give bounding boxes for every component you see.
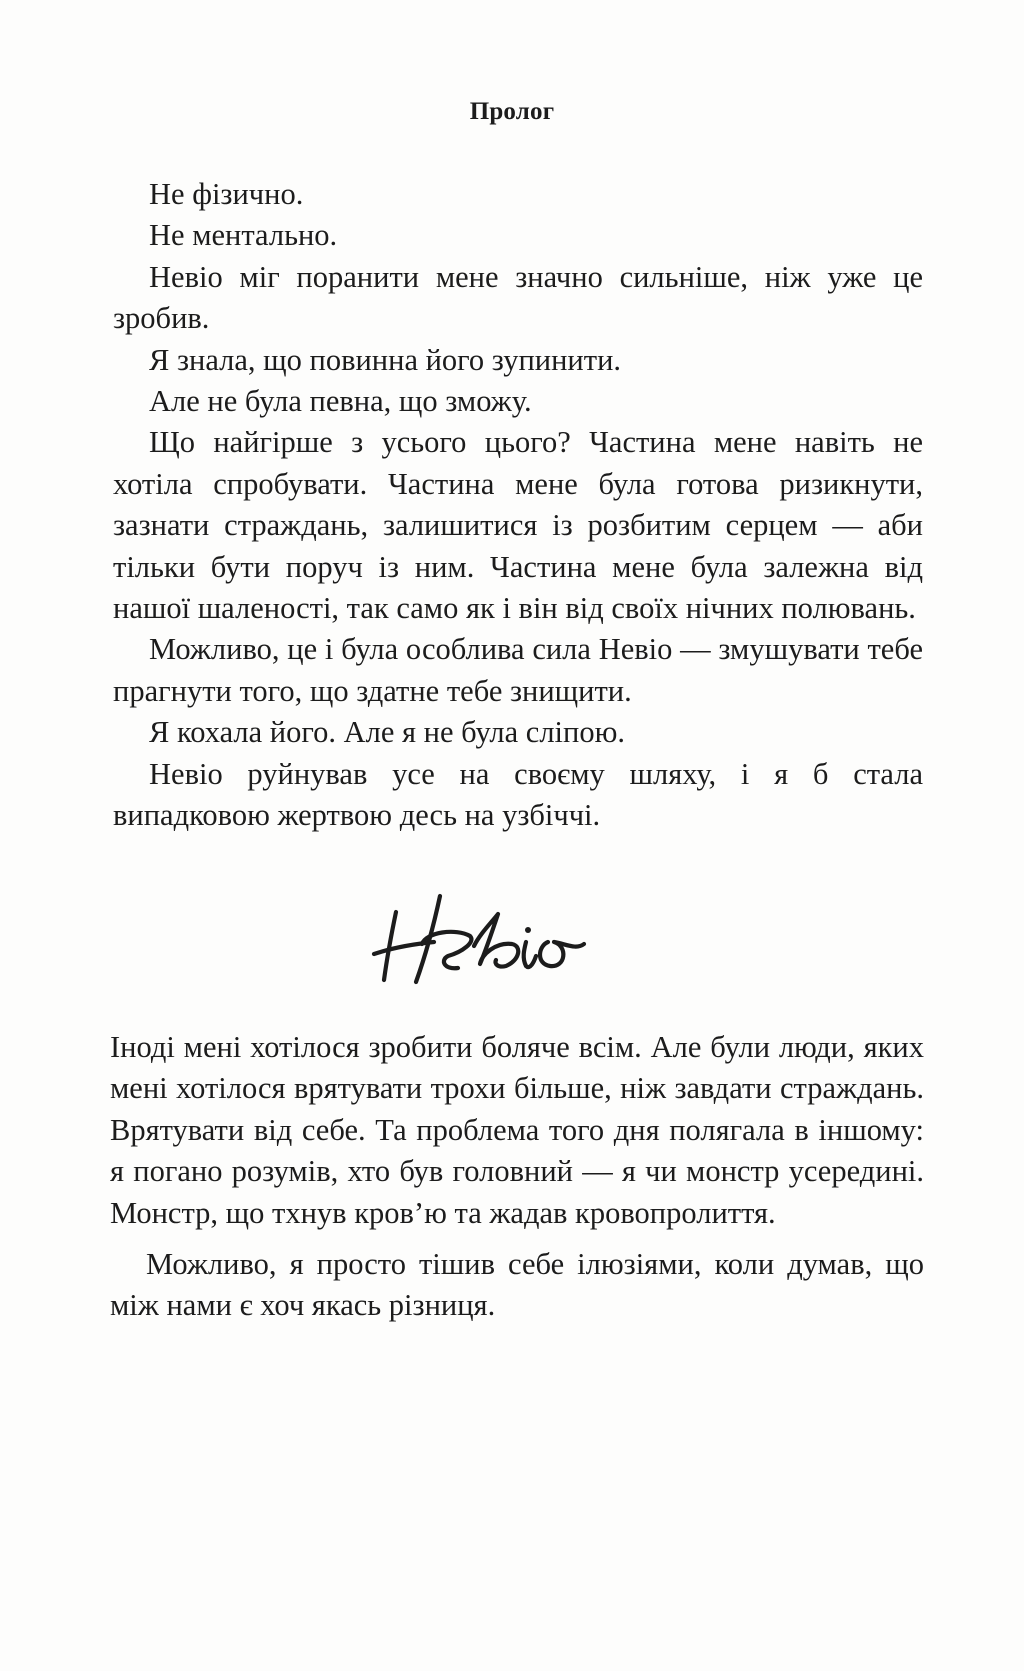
paragraph: Я кохала його. Але я не була сліпою. bbox=[149, 715, 625, 750]
running-head: Пролог bbox=[469, 98, 555, 125]
paragraph: Невіо руйнував усе на своєму шляху, і я б стала випадковою жертвою десь на узбіччі. bbox=[113, 756, 923, 833]
paragraph: Можливо, я просто тішив себе ілюзіями, коли думав, що між нами є хоч якась різниця. bbox=[110, 1247, 924, 1323]
paragraph: Не ментально. bbox=[149, 218, 338, 253]
paragraph: Можливо, це і була особлива сила Невіо — змушувати тебе прагнути того, що здатне тебе знищити. bbox=[113, 632, 923, 708]
paragraph: Але не була певна, що зможу. bbox=[149, 384, 532, 419]
nevio-text-section bbox=[110, 1027, 924, 1327]
chapter-heading-signature bbox=[0, 884, 1024, 994]
paragraph: Невіо міг поранити мене значно сильніше, ніж уже це зробив. bbox=[113, 259, 923, 336]
paragraph: Що найгірше з усього цього? Частина мене навіть не хотіла спробувати. Частина мене була готова ризикнути, зазнати страждань, залишитися із розбитим серцем — аби тільки бути поруч із ним. Частина мене була залежна від нашої шаленості, так само як і він від своїх нічних полювань. bbox=[113, 425, 923, 626]
paragraph: Не фізично. bbox=[149, 177, 304, 211]
paragraph: Іноді мені хотілося зробити боляче всім. Але були люди, яких мені хотілося врятувати трохи більше, ніж завдати страждань. Врятувати від себе. Та проблема того дня полягала в іншому: я погано розумів, хто був головний — я чи монстр усередині. Монстр, що тхнув кров’ю та жадав кровопролиття. bbox=[110, 1030, 924, 1230]
paragraph: Я знала, що повинна його зупинити. bbox=[149, 342, 622, 377]
prologue-text-section bbox=[113, 174, 923, 837]
script-lettering-icon bbox=[362, 884, 662, 994]
